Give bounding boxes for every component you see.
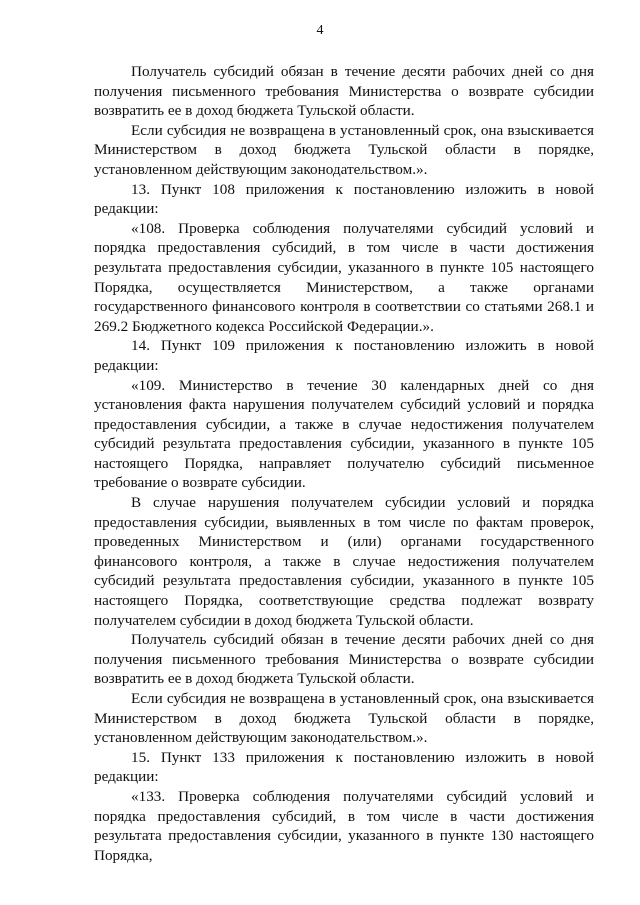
paragraph-clause-108: «108. Проверка соблюдения получателями субсидий условий и порядка предоставления субсидий, в том числе в части достижения результата предоставления субсидии, указанного в пункте 105 настоящего Порядка, осуществляется Министерством, а также органами государственного финансового контроля в соответствии со статьями 268.1 и 269.2 Бюджетного кодекса Российской Федерации.». <box>94 219 594 335</box>
paragraph-item-15: 15. Пункт 133 приложения к постановлению изложить в новой редакции: <box>94 748 594 786</box>
paragraph-recovery-rule-repeat: Если субсидия не возвращена в установленный срок, она взыскивается Министерством в доход бюджета Тульской области в порядке, установленном действующим законодательством.». <box>94 690 594 747</box>
paragraph-recipient-return-obligation-repeat: Получатель субсидий обязан в течение десяти рабочих дней со дня получения письменного требования Министерства о возврате субсидии возвратить ее в доход бюджета Тульской области. <box>94 631 594 688</box>
paragraph-clause-133: «133. Проверка соблюдения получателями субсидий условий и порядка предоставления субсидий, в том числе в части достижения результата предоставления субсидии, указанного в пункте 130 настоящего Порядка, <box>94 787 594 864</box>
paragraph-recipient-return-obligation: Получатель субсидий обязан в течение десяти рабочих дней со дня получения письменного требования Министерства о возврате субсидии возвратить ее в доход бюджета Тульской области. <box>94 63 594 120</box>
paragraph-clause-109: «109. Министерство в течение 30 календарных дней со дня установления факта нарушения получателем субсидий условий и порядка предоставления субсидии, а также в случае недостижения получателем субсидий результата предоставления субсидии, указанного в пункте 105 настоящего Порядка, направляет получателю субсидий письменное требование о возврате субсидии. <box>94 376 594 492</box>
paragraph-item-14: 14. Пункт 109 приложения к постановлению изложить в новой редакции: <box>94 337 594 374</box>
paragraph-violation-case: В случае нарушения получателем субсидии условий и порядка предоставления субсидии, выявленных в том числе по фактам проверок, проведенных Министерством и (или) органами государственного финансового контроля, а также в случае недостижения получателем субсидий результата предоставления субсидии, указанного в пункте 105 настоящего Порядка, соответствующие средства подлежат возврату получателем субсидии в доход бюджета Тульской области. <box>94 494 594 629</box>
paragraph-item-13: 13. Пункт 108 приложения к постановлению изложить в новой редакции: <box>94 180 594 218</box>
page-number: 4 <box>316 23 324 38</box>
paragraph-recovery-rule: Если субсидия не возвращена в установленный срок, она взыскивается Министерством в доход бюджета Тульской области в порядке, установленном действующим законодательством.». <box>94 121 594 178</box>
document-body <box>94 62 594 865</box>
